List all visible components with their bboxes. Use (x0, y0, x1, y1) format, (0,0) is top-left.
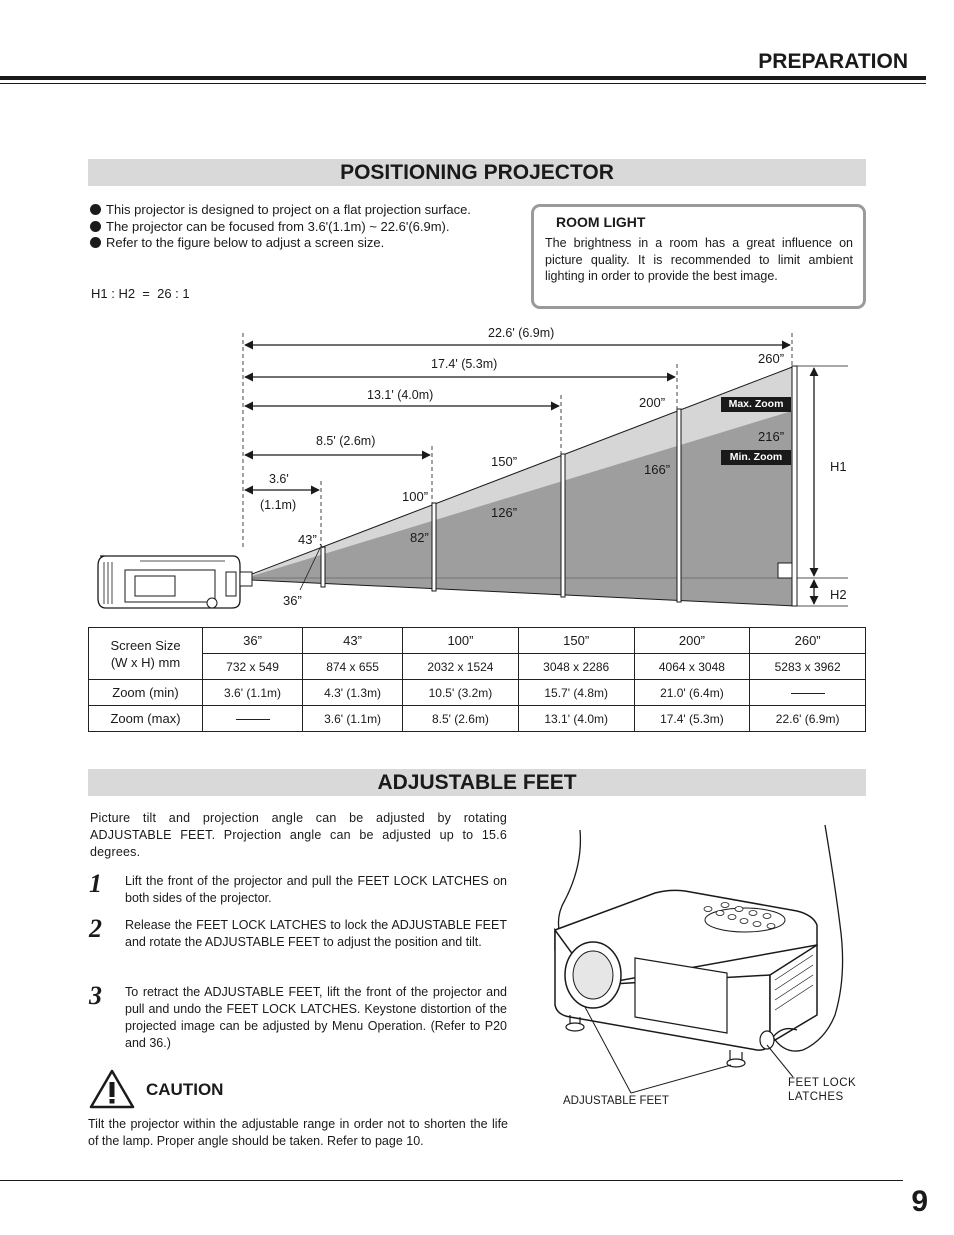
adjustable-feet-label: ADJUSTABLE FEET (563, 1095, 669, 1107)
screen-size-table (88, 627, 866, 732)
max-size-label: 150” (491, 454, 518, 469)
table-cell: 36” (203, 628, 303, 654)
distance-label: 3.6' (269, 472, 289, 486)
min-size-label: 166” (644, 462, 671, 477)
bullet-text: Refer to the figure below to adjust a screen size. (106, 235, 385, 250)
bullet-icon (90, 237, 101, 248)
table-cell: 874 x 655 (303, 654, 403, 680)
screen-150 (561, 454, 565, 597)
dash-mark (791, 693, 825, 694)
positioning-title: POSITIONING PROJECTOR (88, 159, 866, 186)
table-cell: 200” (634, 628, 750, 654)
distance-label: 22.6' (6.9m) (488, 326, 555, 340)
distance-label: 17.4' (5.3m) (431, 357, 498, 371)
table-row (89, 706, 866, 732)
table-header-text: Screen Size (110, 637, 181, 653)
table-cell: 22.6' (6.9m) (750, 706, 866, 732)
page-number: 9 (911, 1185, 928, 1218)
screen-260 (792, 366, 797, 606)
min-size-label: 216” (758, 429, 785, 444)
footer-rule (0, 1180, 903, 1181)
table-cell: 15.7' (4.8m) (518, 680, 634, 706)
feet-lock-latches-label (788, 1076, 856, 1104)
max-size-label: 260” (758, 351, 785, 366)
table-header-text: (W x H) mm (110, 654, 181, 670)
table-cell: 100” (403, 628, 519, 654)
table-cell: 3048 x 2286 (518, 654, 634, 680)
bullet-item (90, 219, 520, 236)
max-size-label: 43” (298, 532, 317, 547)
projector-feet-illustration (535, 825, 880, 1095)
caution-title: CAUTION (146, 1080, 224, 1099)
min-size-label: 36” (283, 593, 302, 608)
screen-100 (432, 503, 436, 591)
caution-text: Tilt the projector within the adjustable range in order not to shorten the life of the lamp. Proper angle should be taken. Refer to page 10. (88, 1117, 508, 1148)
positioning-bullets (90, 202, 520, 252)
table-cell: 3.6' (1.1m) (203, 680, 303, 706)
room-light-text: The brightness in a room has a great influence on picture quality. It is recommended to limit ambient lighting in order to provide the best image. (545, 236, 853, 283)
step-number: 2 (89, 914, 102, 943)
room-light-box (531, 204, 866, 309)
min-size-label: 82” (410, 530, 429, 545)
table-cell: 43” (303, 628, 403, 654)
max-zoom-label: Max. Zoom (728, 398, 784, 410)
step-number: 1 (89, 869, 102, 898)
min-size-label: 126” (491, 505, 518, 520)
table-row-header: Zoom (min) (89, 680, 203, 706)
distance-label: (1.1m) (260, 498, 297, 512)
bullet-item (90, 202, 520, 219)
table-cell: 5283 x 3962 (750, 654, 866, 680)
table-cell: 732 x 549 (203, 654, 303, 680)
table-cell: 4.3' (1.3m) (303, 680, 403, 706)
distance-label: 13.1' (4.0m) (367, 388, 434, 402)
header-rule (0, 76, 926, 80)
adjustable-feet-title: ADJUSTABLE FEET (88, 769, 866, 796)
latches-label-line: FEET LOCK (788, 1077, 857, 1089)
caution-icon (88, 1068, 136, 1110)
table-cell: 2032 x 1524 (403, 654, 519, 680)
table-row (89, 654, 866, 680)
step-text: Release the FEET LOCK LATCHES to lock the ADJUSTABLE FEET and rotate the ADJUSTABLE FEET to adjust the position and tilt. (125, 918, 507, 949)
dash-mark (236, 719, 270, 720)
table-cell: 13.1' (4.0m) (518, 706, 634, 732)
table-row-header: Zoom (max) (89, 706, 203, 732)
step-text: To retract the ADJUSTABLE FEET, lift the front of the projector and pull and undo the FEET LOCK LATCHES. Keystone distortion of the projected image can be adjusted by Menu Operation. (Refer to P20 and 36.) (125, 985, 507, 1050)
step-number: 3 (89, 981, 102, 1010)
max-size-label: 100” (402, 489, 429, 504)
table-cell: 17.4' (5.3m) (634, 706, 750, 732)
latches-label-line: LATCHES (788, 1091, 844, 1103)
screen-43 (321, 547, 325, 587)
bullet-text: The projector can be focused from 3.6'(1.1m) ~ 22.6'(6.9m). (106, 218, 450, 234)
bullet-item (90, 235, 520, 252)
projector-side-icon (98, 556, 252, 608)
room-light-title: ROOM LIGHT (556, 214, 646, 230)
ratio-label: H1 : H2 = 26 : 1 (91, 286, 190, 301)
h1-label: H1 (830, 459, 847, 474)
table-cell: 260” (750, 628, 866, 654)
table-cell-empty (203, 706, 303, 732)
feet-intro: Picture tilt and projection angle can be adjusted by rotating ADJUSTABLE FEET. Projection angle can be adjusted up to 15.6 degrees. (90, 811, 507, 859)
table-header-screen-size (89, 628, 203, 680)
h2-label: H2 (830, 587, 847, 602)
screen-200 (677, 409, 681, 602)
table-cell: 150” (518, 628, 634, 654)
table-cell: 10.5' (3.2m) (403, 680, 519, 706)
table-row (89, 680, 866, 706)
step-text: Lift the front of the projector and pull the FEET LOCK LATCHES on both sides of the projector. (125, 874, 507, 905)
header-section-label: PREPARATION (758, 50, 908, 73)
table-cell-empty (750, 680, 866, 706)
max-size-label: 200” (639, 395, 666, 410)
header-rule-thin (0, 83, 926, 84)
table-cell: 8.5' (2.6m) (403, 706, 519, 732)
bullet-icon (90, 221, 101, 232)
bullet-icon (90, 204, 101, 215)
table-cell: 3.6' (1.1m) (303, 706, 403, 732)
table-row (89, 628, 866, 654)
table-cell: 4064 x 3048 (634, 654, 750, 680)
distance-label: 8.5' (2.6m) (316, 434, 376, 448)
min-zoom-label: Min. Zoom (729, 451, 783, 463)
bullet-text: This projector is designed to project on a flat projection surface. (106, 202, 471, 217)
table-cell: 21.0' (6.4m) (634, 680, 750, 706)
